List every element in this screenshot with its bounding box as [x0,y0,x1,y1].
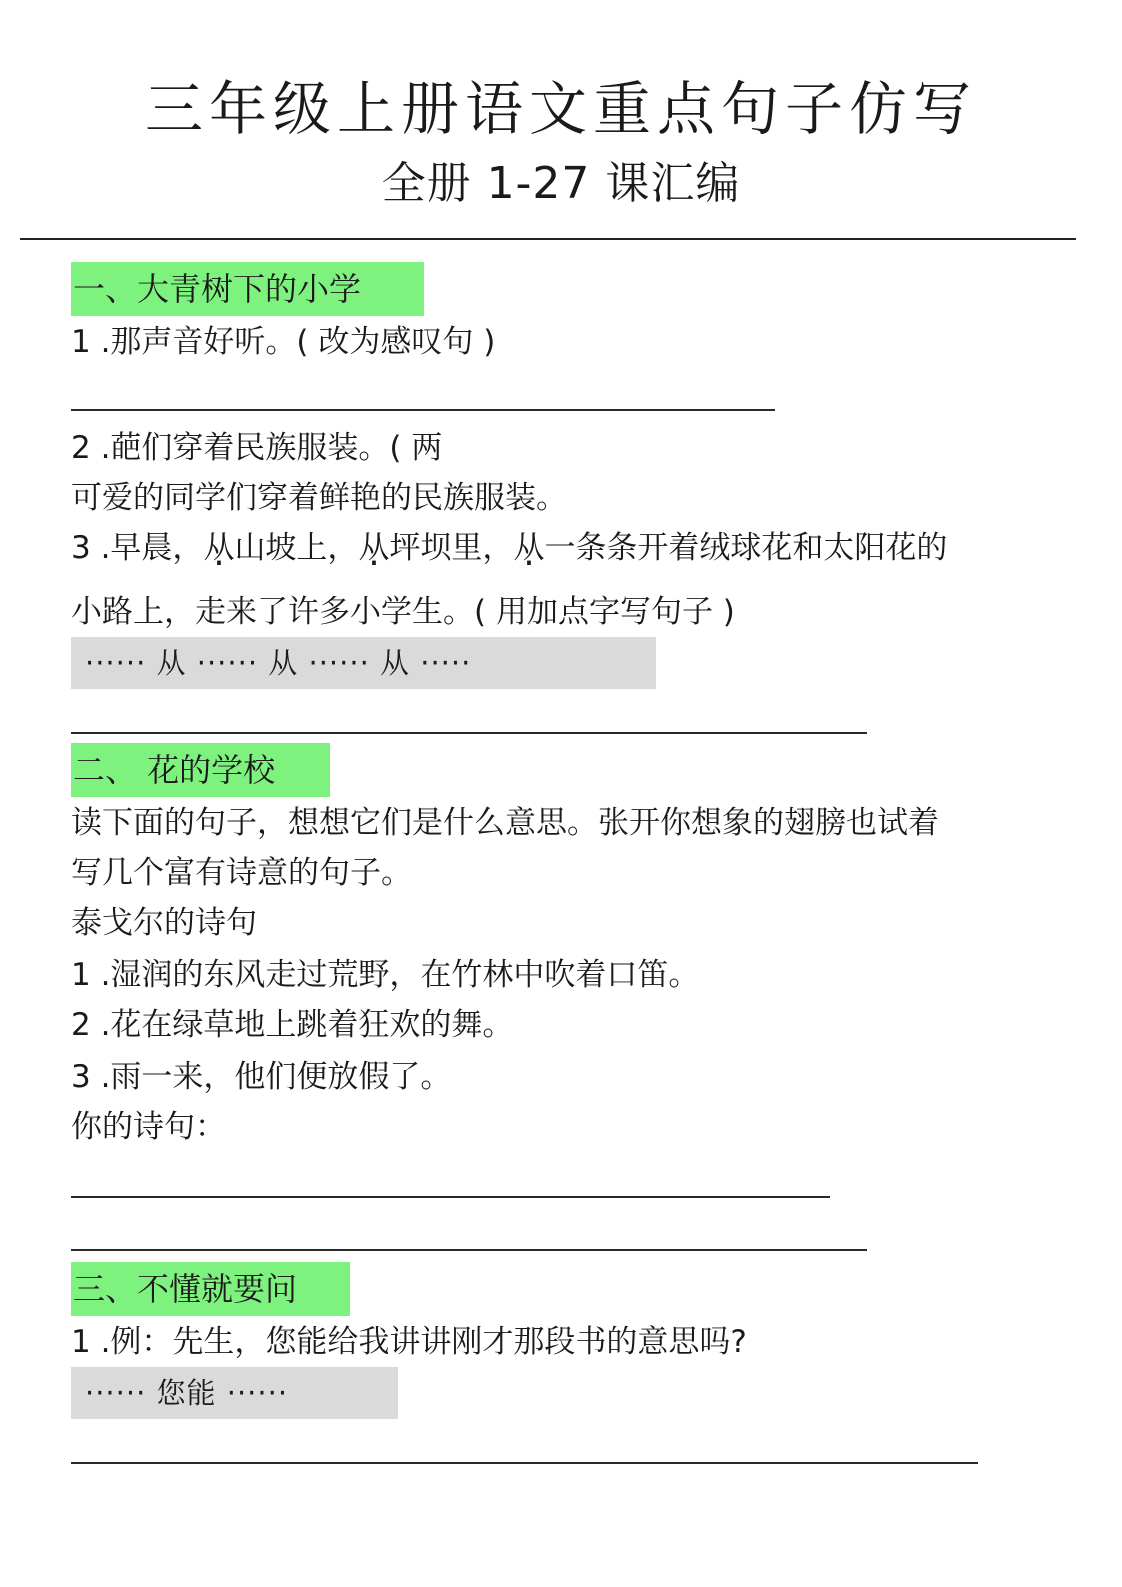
answer-line[interactable] [71,1249,867,1251]
page-title: 三年级上册语文重点句子仿写 [144,75,977,143]
question-text: 小路上，走来了许多小学生。( 用加点字写句子 ) [71,594,735,630]
section-heading-1: 一、大青树下的小学 [71,262,424,316]
poem-line: 3 .雨一来，他们便放假了。 [71,1059,452,1095]
poem-line: 2 .花在绿草地上跳着狂欢的舞。 [71,1007,514,1043]
q3-segment: 3 .早晨， [71,530,204,566]
q3-segment: 坪坝里， [389,530,514,566]
section-heading-3: 三、不懂就要问 [71,1262,350,1316]
q3-segment: 一条条开着绒球花和太阳花的 [544,530,948,566]
sentence-pattern: ······ 您能 ······ [71,1367,398,1419]
answer-line[interactable] [71,409,775,411]
poem-line: 1 .湿润的东风走过荒野，在竹林中吹着口笛。 [71,957,700,993]
page-subtitle: 全册 1-27 课汇编 [381,158,741,209]
instruction-text: 写几个富有诗意的句子。 [71,855,412,891]
sentence-pattern: ······ 从 ······ 从 ······ 从 ····· [71,637,656,689]
question-text: 1 .那声音好听。( 改为感叹句 ) [71,324,496,360]
your-poem-label: 你的诗句： [71,1109,226,1145]
question-text [71,528,947,568]
dotted-word: 从 [513,530,545,566]
answer-line[interactable] [71,1462,978,1464]
question-text: 1 .例：先生，您能给我讲讲刚才那段书的意思吗? [71,1324,747,1360]
q3-segment: 山坡上， [234,530,359,566]
question-text: 2 .葩们穿着民族服装。( 两 [71,430,443,466]
question-text: 可爱的同学们穿着鲜艳的民族服装。 [71,480,567,516]
poet-label: 泰戈尔的诗句 [71,905,257,941]
answer-line[interactable] [71,1196,830,1198]
section-heading-2: 二、 花的学校 [71,743,330,797]
answer-line[interactable] [71,732,867,734]
header-divider [20,238,1076,240]
dotted-word: 从 [358,530,390,566]
dotted-word: 从 [203,530,235,566]
instruction-text: 读下面的句子，想想它们是什么意思。张开你想象的翅膀也试着 [71,805,939,841]
